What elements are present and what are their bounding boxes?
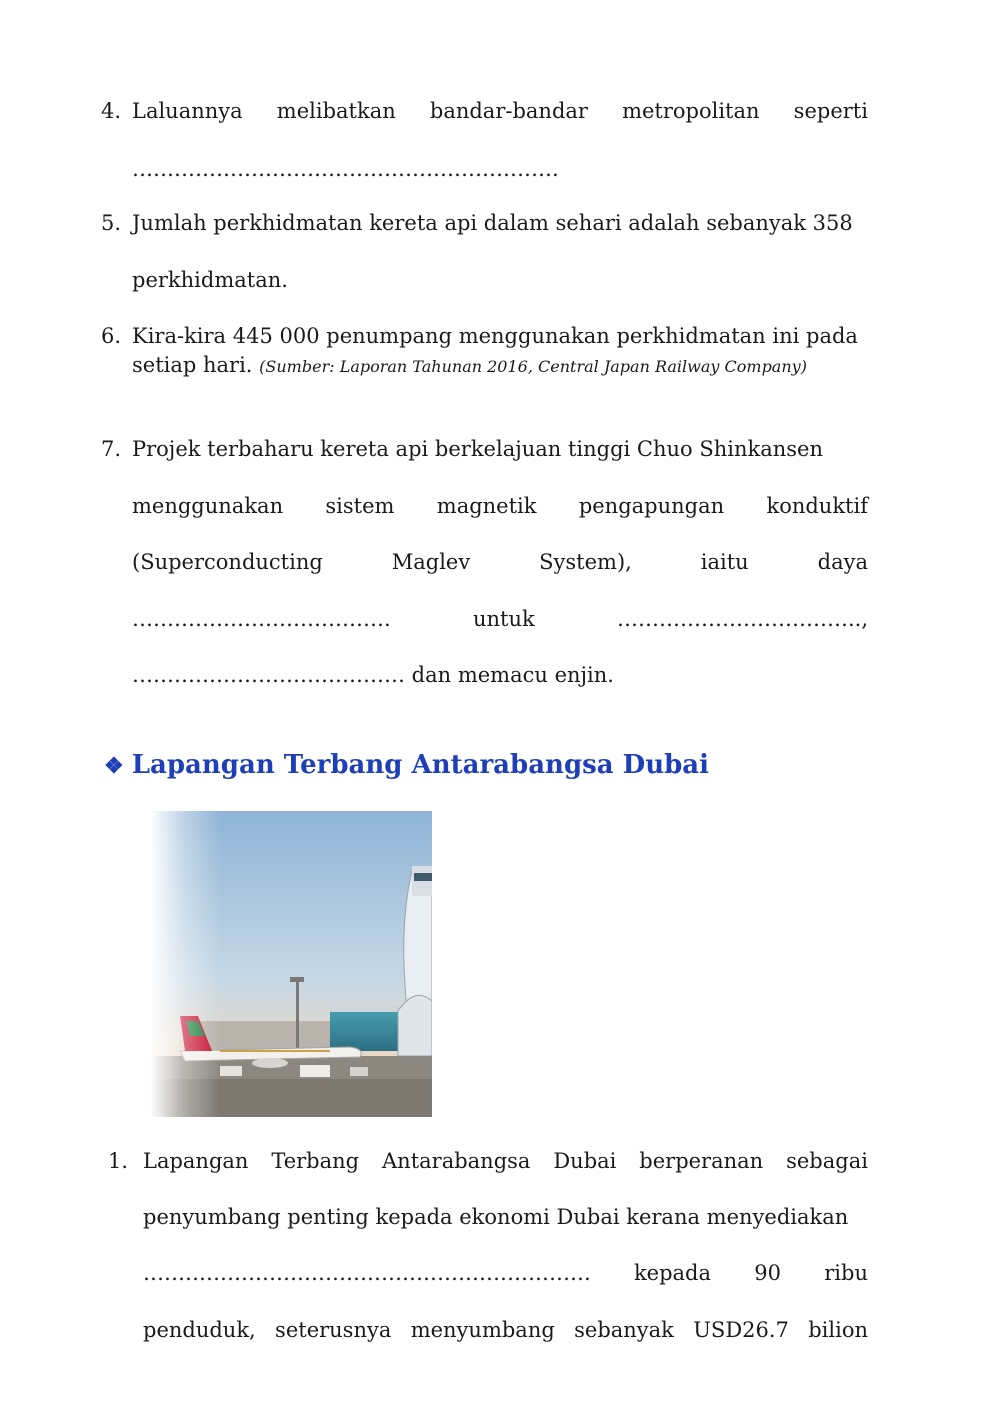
- word: seperti: [793, 99, 868, 123]
- word: sebanyak: [574, 1318, 674, 1342]
- word: System),: [539, 550, 632, 574]
- word: kepada: [633, 1261, 712, 1285]
- item-6-text: setiap hari.: [132, 353, 253, 377]
- item-6-line-1: Kira-kira 445 000 penumpang menggunakan perkhidmatan ini pada: [132, 324, 858, 348]
- word: USD26.7: [693, 1318, 789, 1342]
- word: Laluannya: [132, 99, 243, 123]
- word: Lapangan: [143, 1149, 249, 1173]
- dubai-item-1-line-3: [143, 1259, 868, 1287]
- word: Maglev: [391, 550, 471, 574]
- item-7-line-5: ………………………………… dan memacu enjin.: [132, 663, 614, 687]
- item-5-line-1: Jumlah perkhidmatan kereta api dalam sehari adalah sebanyak 358: [132, 211, 853, 235]
- item-7-line-4: [132, 605, 868, 633]
- word: daya: [817, 550, 868, 574]
- item-7-line-1: Projek terbaharu kereta api berkelajuan tinggi Chuo Shinkansen: [132, 437, 824, 461]
- dubai-airport-photo: [150, 811, 432, 1117]
- word: pengapungan: [578, 494, 725, 518]
- answer-blank: ……………………………………………………….: [143, 1261, 591, 1285]
- word: penduduk,: [143, 1318, 256, 1342]
- item-4-answer-blank: …………………………………………………….: [132, 157, 559, 181]
- dubai-item-1-line-1: [143, 1147, 868, 1175]
- word: seterusnya: [275, 1318, 392, 1342]
- word: melibatkan: [276, 99, 396, 123]
- section-heading-text: Lapangan Terbang Antarabangsa Dubai: [131, 750, 710, 780]
- word: bandar-bandar: [429, 99, 588, 123]
- dubai-item-1-number: 1.: [108, 1149, 129, 1173]
- word: Dubai: [553, 1149, 617, 1173]
- word: (Superconducting: [132, 550, 323, 574]
- word: menggunakan: [132, 494, 284, 518]
- item-6-source-citation: (Sumber: Laporan Tahunan 2016, Central Japan Railway Company): [259, 357, 807, 376]
- dubai-item-1-line-2: penyumbang penting kepada ekonomi Dubai kerana menyediakan: [143, 1205, 849, 1229]
- dubai-item-1-line-4: [143, 1316, 868, 1344]
- answer-blank: ……………………………….: [132, 607, 391, 631]
- word: ribu: [824, 1261, 868, 1285]
- item-4-number: 4.: [101, 99, 122, 123]
- item-7-line-2: [132, 492, 868, 520]
- word: Antarabangsa: [382, 1149, 531, 1173]
- item-4-line-1: [132, 97, 868, 125]
- section-heading: [104, 748, 709, 783]
- item-7-line-3: [132, 548, 868, 576]
- item-5-line-2: perkhidmatan.: [132, 268, 288, 292]
- word: 90: [754, 1261, 782, 1285]
- word: sistem: [325, 494, 395, 518]
- word: bilion: [808, 1318, 868, 1342]
- word: iaitu: [700, 550, 749, 574]
- word: magnetik: [436, 494, 537, 518]
- word: berperanan: [639, 1149, 764, 1173]
- item-7-number: 7.: [101, 437, 122, 461]
- item-6-line-2: [132, 351, 807, 381]
- word: konduktif: [766, 494, 868, 518]
- item-5-number: 5.: [101, 211, 122, 235]
- item-6-number: 6.: [101, 324, 122, 348]
- word: menyumbang: [410, 1318, 555, 1342]
- diamond-bullet-icon: ❖: [104, 753, 124, 779]
- word: metropolitan: [622, 99, 760, 123]
- word: untuk: [472, 607, 535, 631]
- word: sebagai: [786, 1149, 868, 1173]
- word: Terbang: [271, 1149, 360, 1173]
- answer-blank: ……………………………..,: [616, 607, 868, 631]
